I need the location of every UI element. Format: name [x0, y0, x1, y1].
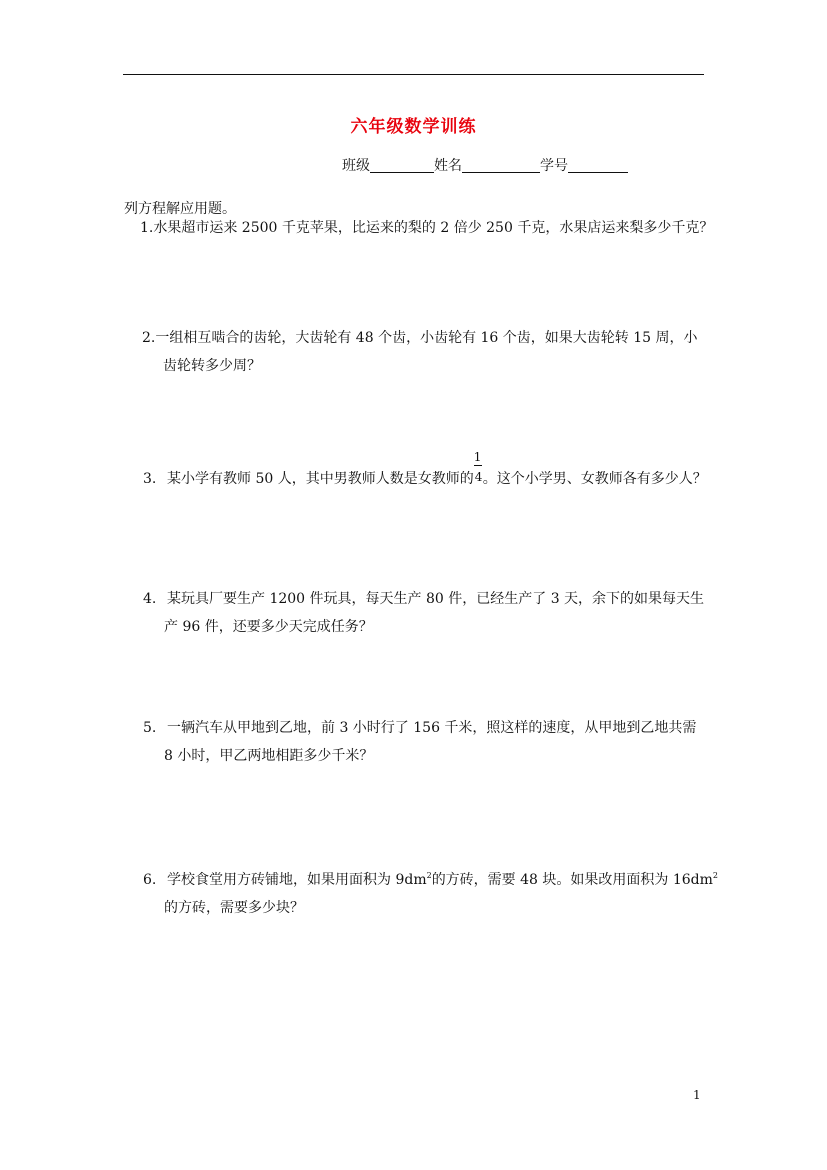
page-title: 六年级数学训练: [350, 117, 477, 137]
student-id-label: 学号: [540, 158, 568, 174]
question-text-middle: 的方砖，需要 48 块。如果改用面积为 16dm: [431, 872, 713, 888]
class-label: 班级: [342, 158, 370, 174]
question-number: 4.: [143, 591, 157, 607]
question-text: 某玩具厂要生产 1200 件玩具，每天生产 80 件，已经生产了 3 天，余下的如果每天生: [167, 591, 705, 607]
fraction-one-quarter: [473, 450, 483, 484]
question-text: 某小学有教师 50 人，其中男教师人数是女教师的: [167, 471, 474, 487]
question-number: 5.: [143, 720, 157, 736]
question-5: [143, 714, 696, 770]
question-text: 一组相互啮合的齿轮，大齿轮有 48 个齿，小齿轮有 16 个齿，如果大齿轮转 15 周，小: [155, 330, 698, 346]
question-3: [143, 450, 707, 493]
question-text-continued: 8 小时，甲乙两地相距多少千米？: [164, 748, 374, 764]
header-rule: [123, 74, 704, 75]
question-number: 2.: [142, 330, 156, 346]
question-1: [140, 214, 713, 242]
question-text-continued: 产 96 件，还要多少天完成任务？: [164, 619, 373, 635]
student-info-line: [342, 155, 628, 175]
fraction-numerator: 1: [473, 450, 482, 464]
question-number: 1.: [140, 220, 154, 236]
instruction-text: 列方程解应用题。: [124, 201, 236, 217]
question-2: [142, 324, 698, 380]
question-text-continued: 齿轮转多少周？: [163, 358, 261, 374]
question-text-continued: 的方砖，需要多少块？: [164, 900, 304, 916]
superscript-exponent: 2: [712, 871, 718, 880]
question-number: 3.: [143, 471, 157, 487]
name-blank[interactable]: [462, 157, 540, 173]
question-4: [143, 585, 704, 641]
name-label: 姓名: [434, 158, 462, 174]
question-6: [143, 866, 718, 922]
question-number: 6.: [143, 872, 157, 888]
question-text-after-fraction: 。这个小学男、女教师各有多少人？: [482, 471, 707, 487]
question-text: 水果超市运来 2500 千克苹果，比运来的梨的 2 倍少 250 千克，水果店运来梨多少千克？: [153, 220, 714, 236]
fraction-denominator: 4: [474, 470, 483, 484]
superscript-exponent: 2: [426, 871, 432, 880]
question-text: 一辆汽车从甲地到乙地，前 3 小时行了 156 千米，照这样的速度，从甲地到乙地共需: [167, 720, 697, 736]
student-id-blank[interactable]: [568, 157, 628, 173]
page-number: 1: [693, 1088, 701, 1102]
fraction-bar: [474, 465, 482, 466]
question-text: 学校食堂用方砖铺地，如果用面积为 9dm: [167, 872, 427, 888]
class-blank[interactable]: [370, 157, 434, 173]
